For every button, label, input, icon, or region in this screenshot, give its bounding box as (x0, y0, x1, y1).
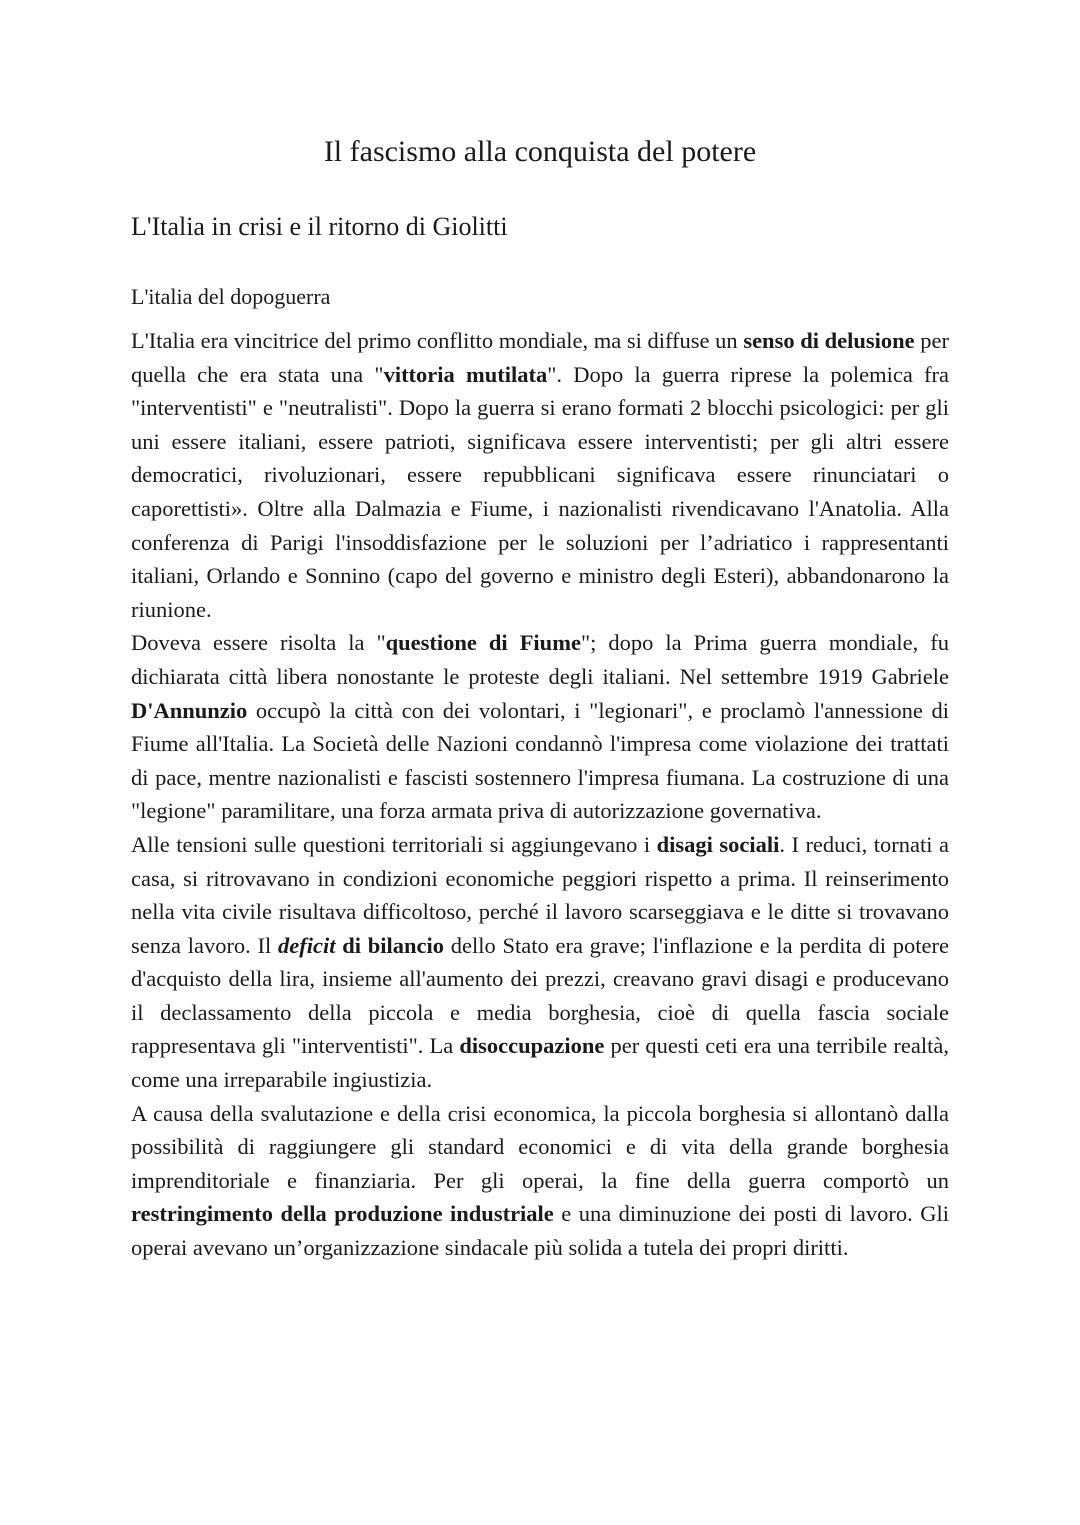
bold-text: disoccupazione (459, 1033, 605, 1059)
text-run: dello Stato era grave; l'inflazione e la perdita di potere d'acquisto della lira, insieme all'aumento dei prezzi, creavano gravi disagi e producevano il declassamento della piccola e media borghesia, cioè di quella fascia sociale rappresentava gli "interventisti". La (131, 932, 949, 1059)
bold-text: vittoria mutilata (383, 361, 548, 387)
text-run: "; dopo la Prima guerra mondiale, fu dichiarata città libera nonostante le proteste degli italiani. Nel settembre 1919 Gabriele (131, 630, 949, 689)
text-run: . I reduci, tornati a casa, si ritrovavano in condizioni economiche peggiori rispetto a prima. Il reinserimento nella vita civile risultava difficoltoso, perché il lavoro scarseggiava e le ditte si trovavano senza lavoro. Il (131, 831, 949, 958)
chapter-heading: L'Italia in crisi e il ritorno di Giolitti (131, 212, 508, 241)
paragraph-4 (131, 1097, 949, 1265)
paragraph-3 (131, 828, 949, 1097)
text-run: ". Dopo la guerra riprese la polemica fra "interventisti" e "neutralisti". Dopo la guerra si erano formati 2 blocchi psicologici: per gli uni essere italiani, essere patrioti, significava essere interventisti; per gli altri essere democratici, rivoluzionari, essere repubblicani significava essere rinunciatari o caporettisti». Oltre alla Dalmazia e Fiume, i nazionalisti rivendicavano l'Anatolia. Alla conferenza di Parigi l'insoddisfazione per le soluzioni per l’adriatico i rappresentanti italiani, Orlando e Sonnino (capo del governo e ministro degli Esteri), abbandonarono la riunione. (131, 361, 949, 622)
text-run: per quella che era stata una " (131, 328, 950, 387)
text-run: e una diminuzione dei posti di lavoro. Gli operai avevano un’organizzazione sindacale più solida a tutela dei propri diritti. (131, 1201, 949, 1261)
bold-text: di bilancio (335, 932, 445, 958)
bold-text: senso di delusione (743, 328, 915, 353)
document-body (131, 324, 949, 1265)
italic-text: deficit (278, 932, 336, 958)
paragraph-2 (131, 626, 949, 828)
document-title: Il fascismo alla conquista del potere (323, 135, 757, 168)
bold-text: restringimento della produzione industriale (131, 1201, 554, 1227)
paragraph-1 (131, 324, 949, 626)
text-run: Doveva essere risolta la " (131, 630, 386, 656)
text-run: A causa della svalutazione e della crisi economica, la piccola borghesia si allontanò dalla possibilità di raggiungere gli standard economici e di vita della grande borghesia imprenditoriale e finanziaria. Per gli operai, la fine della guerra comportò un (131, 1100, 949, 1193)
text-run: per questi ceti era una terribile realtà, come una irreparabile ingiustizia. (131, 1033, 949, 1093)
bold-text: D'Annunzio (131, 697, 248, 723)
text-run: Alle tensioni sulle questioni territoriali si aggiungevano i (131, 831, 657, 857)
section-heading: L'italia del dopoguerra (131, 284, 331, 309)
bold-text: questione di Fiume (385, 630, 581, 656)
text-run: L'Italia era vincitrice del primo conflitto mondiale, ma si diffuse un (131, 328, 744, 353)
text-run: occupò la città con dei volontari, i "legionari", e proclamò l'annessione di Fiume all'Italia. La Società delle Nazioni condannò l'impresa come violazione dei trattati di pace, mentre nazionalisti e fascisti sostennero l'impresa fiumana. La costruzione di una "legione" paramilitare, una forza armata priva di autorizzazione governativa. (131, 697, 949, 824)
bold-italic-text (278, 933, 335, 958)
bold-text: disagi sociali (656, 831, 780, 857)
